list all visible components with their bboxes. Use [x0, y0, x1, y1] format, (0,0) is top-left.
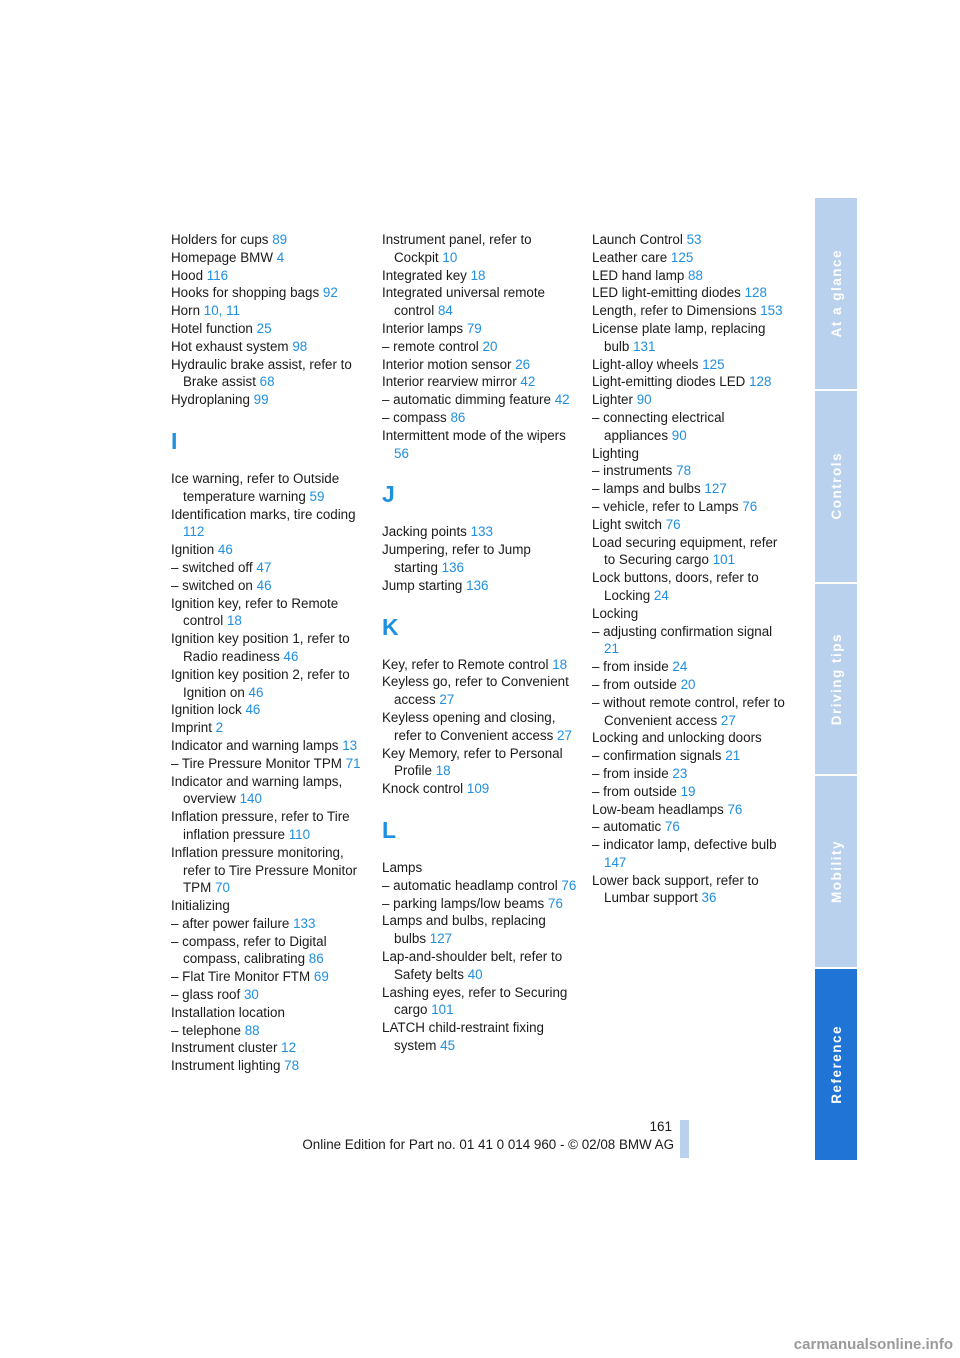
chapter-sidebar [815, 198, 857, 1160]
index-entry [382, 859, 578, 877]
section-letter: K [382, 613, 399, 640]
index-entry [592, 729, 788, 747]
index-column-1 [171, 231, 367, 1075]
page-reference-link[interactable]: 88 [244, 1022, 260, 1038]
page-reference-link[interactable]: 112 [183, 524, 205, 540]
tab-label: Controls [828, 452, 844, 520]
entry-text: Ignition key position 1, refer to Radio readiness [171, 631, 350, 664]
index-entry [171, 719, 367, 737]
tab-label: Driving tips [828, 632, 844, 726]
entry-text: Hydraulic brake assist, refer to Brake assist [171, 356, 352, 390]
entry-text: License plate lamp, replacing bulb [592, 320, 766, 354]
page-reference-link[interactable]: 27 [557, 727, 572, 743]
page-reference-link[interactable]: 79 [466, 320, 482, 336]
index-entry [592, 284, 788, 302]
entry-text: Lock buttons, doors, refer to Locking [592, 570, 759, 603]
section-letter: L [382, 816, 397, 843]
entry-text: Ignition [171, 542, 215, 558]
index-entry [592, 783, 788, 801]
page-reference-link[interactable]: 56 [394, 445, 409, 461]
page-reference-link[interactable]: 69 [313, 969, 329, 985]
page-reference-link[interactable]: 70 [215, 880, 230, 896]
index-entry [382, 338, 578, 356]
index-entry [171, 356, 367, 392]
entry-text: – automatic [592, 819, 662, 835]
section-letter: J [382, 481, 395, 508]
index-entry [382, 1019, 578, 1055]
entry-text: Launch Control [592, 232, 683, 247]
entry-text: Lighting [592, 445, 639, 461]
index-entry [592, 267, 788, 285]
entry-text: Ignition lock [171, 702, 242, 718]
page-reference-link[interactable]: 46 [283, 648, 299, 664]
entry-text: – after power failure [171, 915, 290, 931]
index-entry [592, 498, 788, 516]
entry-text: Inflation pressure, refer to Tire inflation pressure [171, 809, 350, 842]
page-reference-link[interactable]: 18 [552, 656, 568, 672]
entry-text: Keyless go, refer to Convenient access [382, 674, 569, 708]
page-reference-link[interactable]: 89 [272, 232, 288, 247]
watermark: carmanualsonline.info [793, 1336, 953, 1353]
page-number: 161 [649, 1119, 672, 1134]
page-reference-link[interactable]: 127 [429, 931, 453, 947]
index-entry [592, 516, 788, 534]
page-reference-link[interactable]: 45 [440, 1037, 456, 1053]
page-reference-link[interactable]: 53 [686, 232, 702, 247]
page-reference-link[interactable]: 21 [604, 641, 619, 657]
index-entry [382, 427, 578, 463]
entry-text: Lap-and-shoulder belt, refer to Safety belts [382, 948, 563, 982]
index-entry [171, 267, 367, 285]
entry-text: Knock control [382, 781, 464, 797]
index-entry [592, 356, 788, 374]
page-reference-link[interactable]: 23 [672, 765, 688, 781]
entry-text: Jacking points [382, 524, 467, 540]
entry-text: – from inside [592, 659, 669, 675]
index-entry [171, 844, 367, 897]
index-entry [382, 877, 578, 895]
page-reference-link[interactable]: 128 [749, 374, 772, 390]
entry-text: – from outside [592, 783, 677, 799]
entry-text: – lamps and bulbs [592, 481, 701, 497]
index-entry [382, 577, 578, 595]
entry-text: Key Memory, refer to Personal Profile [382, 745, 563, 779]
page-reference-link[interactable]: 46 [248, 684, 264, 700]
index-entry [592, 534, 788, 570]
index-entry [592, 445, 788, 463]
entry-text: Homepage BMW [171, 249, 273, 265]
entry-text: – glass roof [171, 987, 241, 1003]
page-reference-link[interactable]: 13 [342, 737, 358, 753]
index-entry [592, 676, 788, 694]
page-reference-link[interactable]: 125 [670, 249, 694, 265]
page-reference-link[interactable]: 24 [653, 587, 669, 603]
entry-text: – parking lamps/low beams [382, 895, 545, 911]
page-reference-link[interactable]: 18 [226, 613, 242, 629]
index-entry [592, 836, 788, 872]
entry-text: – indicator lamp, defective bulb [592, 837, 777, 853]
entry-text: – adjusting confirmation signal [592, 623, 773, 639]
page-reference-link[interactable]: 84 [437, 303, 453, 319]
entry-text: – Flat Tire Monitor FTM [171, 969, 311, 985]
index-entry [592, 818, 788, 836]
index-entry [171, 541, 367, 559]
index-entry [171, 755, 367, 773]
entry-text: – vehicle, refer to Lamps [592, 498, 739, 514]
page-reference-link[interactable]: 20 [680, 676, 696, 692]
page-reference-link[interactable]: 128 [744, 285, 767, 301]
entry-text: – automatic headlamp control [382, 877, 558, 893]
entry-text: Installation location [171, 1004, 285, 1020]
index-entry [171, 1004, 367, 1022]
index-entry [171, 1022, 367, 1040]
entry-text: Lamps and bulbs, replacing bulbs [382, 913, 546, 947]
index-entry [382, 673, 578, 709]
index-entry [592, 801, 788, 819]
entry-text: Lamps [382, 859, 423, 875]
page-reference-link[interactable]: 27 [439, 692, 455, 708]
page-reference-link[interactable]: 147 [604, 854, 627, 870]
index-entry [592, 605, 788, 623]
entry-text: Light-emitting diodes LED [592, 374, 746, 390]
page-reference-link[interactable]: 90 [636, 392, 652, 408]
index-entry [382, 912, 578, 948]
page-reference-link[interactable]: 19 [680, 783, 696, 799]
index-entry [592, 409, 788, 445]
index-entry [171, 773, 367, 809]
entry-text: Initializing [171, 898, 230, 914]
index-entry [171, 231, 367, 249]
entry-text: Imprint [171, 720, 212, 736]
index-entry [592, 480, 788, 498]
entry-text: Ice warning, refer to Outside temperature warning [171, 470, 340, 504]
entry-text: Indicator and warning lamps [171, 737, 339, 753]
entry-text: Horn [171, 303, 201, 319]
tab-label: Mobility [828, 840, 844, 904]
index-entry [382, 391, 578, 409]
tab-label: At a glance [828, 249, 844, 338]
index-entry [382, 231, 578, 267]
entry-text: Interior lamps [382, 320, 464, 336]
index-entry [171, 577, 367, 595]
page-reference-link[interactable]: 136 [441, 559, 464, 575]
page-reference-link[interactable]: 46 [256, 577, 272, 593]
page-reference-link[interactable]: 131 [633, 338, 656, 354]
entry-text: – instruments [592, 463, 673, 479]
index-entry [382, 373, 578, 391]
entry-text: – compass [382, 409, 447, 425]
page-reference-link[interactable]: 125 [702, 356, 725, 372]
index-entry [382, 948, 578, 984]
entry-text: Load securing equipment, refer to Securing cargo [592, 534, 778, 568]
page-reference-link[interactable]: 12 [281, 1040, 297, 1056]
index-entry [171, 470, 367, 506]
tab-at-a-glance[interactable] [815, 198, 857, 391]
index-entry [171, 559, 367, 577]
tab-label: Reference [828, 1025, 844, 1104]
page-reference-link[interactable]: 76 [664, 819, 680, 835]
page-reference-link[interactable]: 18 [470, 267, 486, 283]
index-column-3 [592, 231, 788, 907]
page-reference-link[interactable]: 21 [725, 748, 741, 764]
entry-text: – remote control [382, 338, 479, 354]
index-entry [592, 765, 788, 783]
page-reference-link[interactable]: 136 [466, 577, 489, 593]
index-entry [171, 249, 367, 267]
entry-text: – compass, refer to Digital compass, calibrating [171, 933, 327, 967]
index-entry [171, 915, 367, 933]
index-entry [171, 391, 367, 409]
page-reference-link[interactable]: 76 [561, 877, 577, 893]
entry-text: – from outside [592, 676, 677, 692]
page-reference-link[interactable]: 36 [701, 890, 717, 906]
index-entry [382, 780, 578, 798]
entry-text: – Tire Pressure Monitor TPM [171, 755, 342, 771]
entry-text: Interior rearview mirror [382, 374, 517, 390]
index-entry [382, 284, 578, 320]
index-entry [592, 462, 788, 480]
entry-text: – automatic dimming feature [382, 392, 551, 408]
page-reference-link[interactable]: 88 [688, 267, 703, 283]
page-reference-link[interactable]: 47 [256, 559, 272, 575]
entry-text: LED light-emitting diodes [592, 285, 741, 301]
page-reference-link[interactable]: 90 [671, 427, 687, 443]
page-reference-link[interactable]: 10, 11 [203, 303, 241, 319]
page-reference-link[interactable]: 59 [309, 488, 325, 504]
entry-text: Leather care [592, 249, 668, 265]
index-entry [382, 541, 578, 577]
page-reference-link[interactable]: 25 [256, 320, 272, 336]
page-reference-link[interactable]: 76 [548, 895, 563, 911]
entry-text: Integrated key [382, 267, 467, 283]
page-reference-link[interactable]: 101 [431, 1002, 454, 1018]
tab-reference[interactable] [815, 969, 857, 1160]
page-reference-link[interactable]: 98 [292, 338, 308, 354]
entry-text: Ignition key, refer to Remote control [171, 595, 339, 629]
entry-text: Length, refer to Dimensions [592, 303, 757, 319]
index-entry [592, 658, 788, 676]
entry-text: Ignition key position 2, refer to Ignition on [171, 666, 350, 700]
section-letter: I [171, 427, 178, 454]
entry-text: Lashing eyes, refer to Securing cargo [382, 984, 568, 1018]
index-entry [382, 267, 578, 285]
page-reference-link[interactable]: 86 [308, 951, 324, 967]
page-reference-link[interactable]: 86 [450, 409, 466, 425]
entry-text: Jump starting [382, 577, 463, 593]
entry-text: Indicator and warning lamps, overview [171, 773, 343, 807]
index-entry [592, 872, 788, 908]
index-entry [171, 630, 367, 666]
entry-text: Locking [592, 605, 639, 621]
entry-text: – telephone [171, 1022, 241, 1038]
entry-text: Inflation pressure monitoring, refer to Tire Pressure Monitor TPM [171, 844, 358, 896]
page-reference-link[interactable]: 133 [470, 524, 493, 540]
index-entry [592, 391, 788, 409]
entry-text: – connecting electrical appliances [592, 409, 725, 443]
index-entry [171, 968, 367, 986]
page-reference-link[interactable]: 46 [217, 542, 233, 558]
entry-text: Light-alloy wheels [592, 356, 699, 372]
entry-text: Interior motion sensor [382, 356, 512, 372]
index-entry [382, 709, 578, 745]
page-reference-link[interactable]: 127 [704, 481, 727, 497]
page-reference-link[interactable]: 76 [742, 498, 758, 514]
entry-text: Intermittent mode of the wipers [382, 427, 566, 443]
index-entry [171, 1057, 367, 1075]
index-entry [171, 595, 367, 631]
page-reference-link[interactable]: 68 [259, 374, 275, 390]
page-reference-link[interactable]: 46 [245, 702, 261, 718]
entry-text: Hood [171, 267, 204, 283]
page-reference-link[interactable]: 92 [322, 285, 338, 301]
tab-mobility[interactable] [815, 776, 857, 969]
index-entry [382, 745, 578, 781]
page-reference-link[interactable]: 133 [293, 915, 316, 931]
entry-text: Identification marks, tire coding [171, 506, 356, 522]
entry-text: Keyless opening and closing, refer to Convenient access [382, 709, 556, 743]
page-reference-link[interactable]: 20 [482, 338, 498, 354]
page-reference-link[interactable]: 109 [466, 781, 490, 797]
page-reference-link[interactable]: 99 [253, 392, 269, 408]
page-reference-link[interactable]: 76 [665, 516, 681, 532]
page-reference-link[interactable]: 140 [239, 791, 262, 807]
page-reference-link[interactable]: 27 [720, 712, 736, 728]
index-entry [592, 694, 788, 730]
page-reference-link[interactable]: 116 [206, 267, 229, 283]
page-reference-link[interactable]: 4 [276, 249, 285, 265]
page-reference-link[interactable]: 24 [672, 659, 688, 675]
index-entry [592, 302, 788, 320]
page-reference-link[interactable]: 42 [520, 374, 536, 390]
entry-text: Locking and unlocking doors [592, 730, 762, 746]
index-entry [171, 666, 367, 702]
index-entry [171, 737, 367, 755]
entry-text: Instrument panel, refer to Cockpit [382, 232, 532, 265]
index-entry [171, 506, 367, 542]
entry-text: – switched off [171, 559, 253, 575]
index-entry [382, 656, 578, 674]
index-entry [382, 409, 578, 427]
index-entry [382, 895, 578, 913]
index-entry [382, 984, 578, 1020]
page-reference-link[interactable]: 30 [243, 987, 259, 1003]
entry-text: Holders for cups [171, 232, 269, 247]
index-entry [592, 747, 788, 765]
entry-text: Jumpering, refer to Jump starting [382, 542, 531, 575]
footer-edition-text: Online Edition for Part no. 01 41 0 014 960 - © 02/08 BMW AG [302, 1137, 674, 1152]
page-bar [680, 1120, 689, 1158]
index-entry [171, 986, 367, 1004]
entry-text: Lighter [592, 392, 633, 408]
page-reference-link[interactable]: 78 [676, 463, 692, 479]
page-reference-link[interactable]: 76 [727, 801, 743, 817]
page-reference-link[interactable]: 2 [215, 720, 224, 736]
entry-text: Light switch [592, 516, 662, 532]
index-entry [592, 231, 788, 249]
entry-text: Instrument cluster [171, 1040, 278, 1056]
index-entry [592, 569, 788, 605]
entry-text: Lower back support, refer to Lumbar support [592, 872, 759, 906]
entry-text: – without remote control, refer to Convenient access [592, 694, 785, 728]
page-reference-link[interactable]: 110 [288, 826, 311, 842]
index-entry [171, 808, 367, 844]
tab-controls[interactable] [815, 391, 857, 584]
entry-text: Low-beam headlamps [592, 801, 724, 817]
index-entry [382, 356, 578, 374]
index-entry [592, 320, 788, 356]
tab-driving-tips[interactable] [815, 584, 857, 777]
index-entry [171, 338, 367, 356]
page-reference-link[interactable]: 26 [515, 356, 531, 372]
page-reference-link[interactable]: 101 [712, 552, 736, 568]
page-reference-link[interactable]: 10 [442, 249, 458, 265]
entry-text: Integrated universal remote control [382, 285, 546, 319]
index-entry [171, 701, 367, 719]
page-reference-link[interactable]: 18 [435, 763, 451, 779]
index-entry [171, 933, 367, 969]
index-entry [592, 249, 788, 267]
index-entry [592, 623, 788, 659]
page-reference-link[interactable]: 42 [554, 392, 570, 408]
entry-text: Hydroplaning [171, 392, 250, 408]
page-reference-link[interactable]: 78 [284, 1058, 300, 1074]
index-entry [171, 320, 367, 338]
entry-text: – switched on [171, 577, 253, 593]
index-entry [171, 284, 367, 302]
entry-text: Instrument lighting [171, 1058, 281, 1074]
entry-text: LED hand lamp [592, 267, 685, 283]
page-reference-link[interactable]: 71 [345, 755, 361, 771]
entry-text: Hot exhaust system [171, 338, 289, 354]
page-reference-link[interactable]: 40 [467, 966, 483, 982]
entry-text: Key, refer to Remote control [382, 656, 549, 672]
index-entry [171, 897, 367, 915]
entry-text: Hooks for shopping bags [171, 285, 320, 301]
entry-text: – confirmation signals [592, 748, 722, 764]
index-entry [382, 320, 578, 338]
page-reference-link[interactable]: 153 [760, 303, 783, 319]
entry-text: LATCH child-restraint fixing system [382, 1020, 544, 1053]
index-entry [171, 302, 367, 320]
index-entry [592, 373, 788, 391]
index-entry [382, 523, 578, 541]
entry-text: – from inside [592, 765, 669, 781]
index-entry [171, 1039, 367, 1057]
index-column-2 [382, 231, 578, 1055]
entry-text: Hotel function [171, 320, 253, 336]
